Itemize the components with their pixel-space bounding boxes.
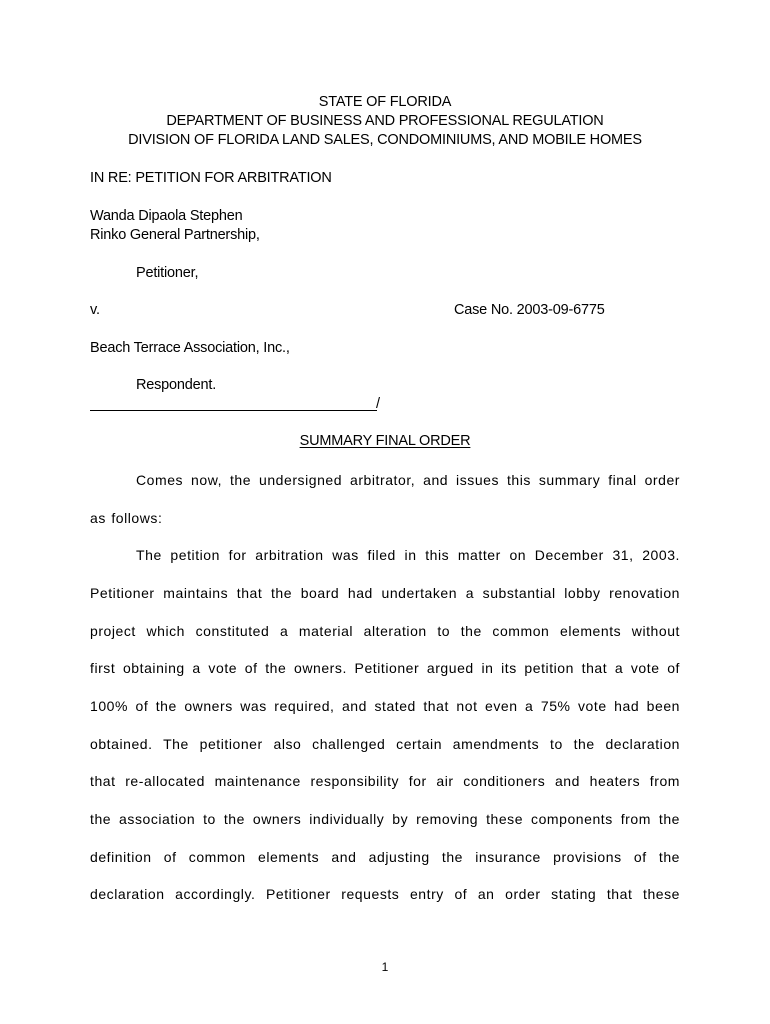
paragraph-line: obtained. The petitioner also challenged certain amendments to the declaration (90, 736, 680, 752)
petitioner-role: Petitioner, (136, 265, 199, 281)
case-number: Case No. 2003-09-6775 (454, 302, 605, 318)
paragraph-line: the association to the owners individually by removing these components from the (90, 811, 680, 827)
in-re-line: IN RE: PETITION FOR ARBITRATION (90, 170, 332, 186)
caption-slash: / (376, 396, 381, 412)
paragraph-line: 100% of the owners was required, and stated that not even a 75% vote had been (90, 698, 680, 714)
page-number: 1 (381, 960, 389, 974)
paragraph-line: Comes now, the undersigned arbitrator, and issues this summary final order (136, 472, 680, 488)
paragraph-line: declaration accordingly. Petitioner requests entry of an order stating that these (90, 886, 680, 902)
header-division: DIVISION OF FLORIDA LAND SALES, CONDOMINIUMS, AND MOBILE HOMES (128, 132, 642, 148)
header-state: STATE OF FLORIDA (318, 94, 452, 110)
paragraph-line: project which constituted a material alteration to the common elements without (90, 623, 680, 639)
paragraph-line: The petition for arbitration was filed in this matter on December 31, 2003. (136, 547, 680, 563)
respondent-name: Beach Terrace Association, Inc., (90, 340, 290, 356)
order-title-text: SUMMARY FINAL ORDER (299, 433, 471, 449)
header-department: DEPARTMENT OF BUSINESS AND PROFESSIONAL REGULATION (166, 113, 604, 129)
petitioner-name-1: Wanda Dipaola Stephen (90, 208, 243, 224)
paragraph-line: as follows: (90, 510, 163, 526)
respondent-role: Respondent. (136, 377, 217, 393)
paragraph-line: that re-allocated maintenance responsibility for air conditioners and heaters from (90, 773, 680, 789)
caption-rule (90, 410, 377, 411)
paragraph-line: first obtaining a vote of the owners. Petitioner argued in its petition that a vote of (90, 660, 680, 676)
petitioner-name-2: Rinko General Partnership, (90, 227, 260, 243)
order-title (0, 433, 770, 449)
paragraph-line: definition of common elements and adjusting the insurance provisions of the (90, 849, 680, 865)
paragraph-line: Petitioner maintains that the board had undertaken a substantial lobby renovation (90, 585, 680, 601)
versus: v. (90, 302, 100, 318)
